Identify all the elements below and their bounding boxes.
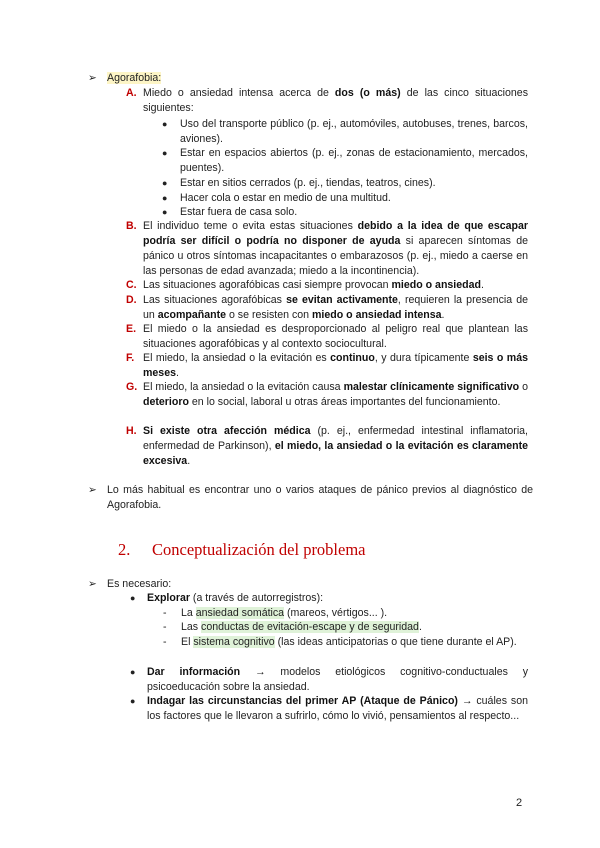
criterion-h: [126, 424, 528, 469]
explore-subitem: - El sistema cognitivo (las ideas anticipatorias o que tiene durante el AP).: [163, 636, 517, 648]
explore-subitem: - Las conductas de evitación-escape y de seguridad.: [163, 621, 422, 633]
bullet-dot-icon: ●: [162, 207, 168, 217]
bullet-dot-icon: ●: [162, 119, 168, 129]
bullet-dot-icon: ●: [162, 148, 168, 158]
criterion-text: Las situaciones agorafóbicas se evitan activamente, requieren la presencia de un acompañante o se resisten con miedo o ansiedad intensa.: [143, 294, 528, 321]
circumstances-item: ● Indagar las circunstancias del primer AP (Ataque de Pánico) → cuáles son los factores que le llevaron a sufrirlo, cómo lo vivió, pensamientos al respecto...: [130, 695, 528, 722]
criterion-letter: B.: [126, 220, 137, 232]
arrow-bullet-icon: ➢: [88, 484, 97, 496]
section-title: Conceptualización del problema: [152, 540, 366, 559]
dash-icon: -: [163, 621, 167, 633]
criterion-b: [126, 219, 528, 279]
criterion-text: El miedo o la ansiedad es desproporcionado al peligro real que plantean las situaciones agorafóbicas y al contexto sociocultural.: [143, 323, 528, 350]
situation-item: ● Estar en sitios cerrados (p. ej., tiendas, teatros, cines).: [162, 177, 436, 189]
criterion-g: [126, 380, 528, 410]
section-number: 2.: [118, 540, 131, 559]
page-number: 2: [516, 797, 523, 809]
bullet-dot-icon: ●: [162, 193, 168, 203]
criterion-e: [126, 322, 528, 352]
criterion-letter: C.: [126, 279, 137, 291]
situation-item: ● Estar en espacios abiertos (p. ej., zonas de estacionamiento, mercados, puentes).: [162, 147, 528, 174]
situation-item: ● Hacer cola o estar en medio de una multitud.: [162, 192, 391, 204]
arrow-bullet-icon: ➢: [88, 578, 97, 590]
criterion-letter: D.: [126, 294, 137, 306]
criterion-text: El miedo, la ansiedad o la evitación causa malestar clínicamente significativo o deterioro en lo social, laboral u otras áreas importantes del funcionamiento.: [143, 381, 528, 408]
criterion-letter: E.: [126, 323, 137, 335]
criterion-text: El individuo teme o evita estas situaciones debido a la idea de que escapar podría ser difícil o podría no disponer de ayuda si aparecen síntomas de pánico u otros síntomas incapacitantes o embarazosos (p. ej., miedo a caerse en las personas de edad avanzada; miedo a la incontinencia).: [143, 220, 528, 277]
criterion-text: Las situaciones agorafóbicas casi siempre provocan miedo o ansiedad.: [143, 279, 484, 291]
criterion-d: [126, 293, 528, 323]
bullet-dot-icon: ●: [130, 593, 136, 603]
agorafobia-note: ➢ Lo más habitual es encontrar uno o varios ataques de pánico previos al diagnóstico de Agorafobia.: [88, 484, 533, 511]
situation-item: ● Estar fuera de casa solo.: [162, 206, 298, 218]
situation-item: ● Uso del transporte público (p. ej., automóviles, autobuses, trenes, barcos, aviones).: [162, 118, 528, 145]
bullet-dot-icon: ●: [130, 696, 136, 706]
bullet-dot-icon: ●: [130, 667, 136, 677]
criterion-a: [126, 86, 528, 116]
criterion-letter: A.: [126, 87, 137, 99]
arrow-bullet-icon: ➢: [88, 72, 97, 84]
criterion-text: Si existe otra afección médica (p. ej., enfermedad intestinal inflamatoria, enfermedad de Parkinson), el miedo, la ansiedad o la evitación es claramente excesiva.: [143, 425, 529, 467]
explore-item: ● Explorar (a través de autorregistros):: [130, 592, 324, 604]
criterion-letter: G.: [126, 381, 138, 393]
explore-subitem: - La ansiedad somática (mareos, vértigos... ).: [163, 607, 388, 619]
dash-icon: -: [163, 607, 167, 619]
criterion-text: Miedo o ansiedad intensa acerca de dos (o más) de las cinco situaciones siguientes:: [143, 87, 528, 114]
criterion-c: [126, 278, 528, 293]
agorafobia-title: Agorafobia:: [107, 72, 162, 84]
agorafobia-heading: [88, 71, 533, 86]
criterion-letter: H.: [126, 425, 137, 437]
criterion-text: El miedo, la ansiedad o la evitación es continuo, y dura típicamente seis o más meses.: [143, 352, 528, 379]
necessary-intro: ➢ Es necesario:: [88, 578, 172, 590]
criterion-f: [126, 351, 528, 381]
bullet-dot-icon: ●: [162, 178, 168, 188]
section-heading: [118, 540, 366, 560]
info-item: ● Dar información → modelos etiológicos cognitivo-conductuales y psicoeducación sobre la ansiedad.: [130, 666, 529, 693]
dash-icon: -: [163, 636, 167, 648]
criterion-letter: F.: [126, 352, 135, 364]
